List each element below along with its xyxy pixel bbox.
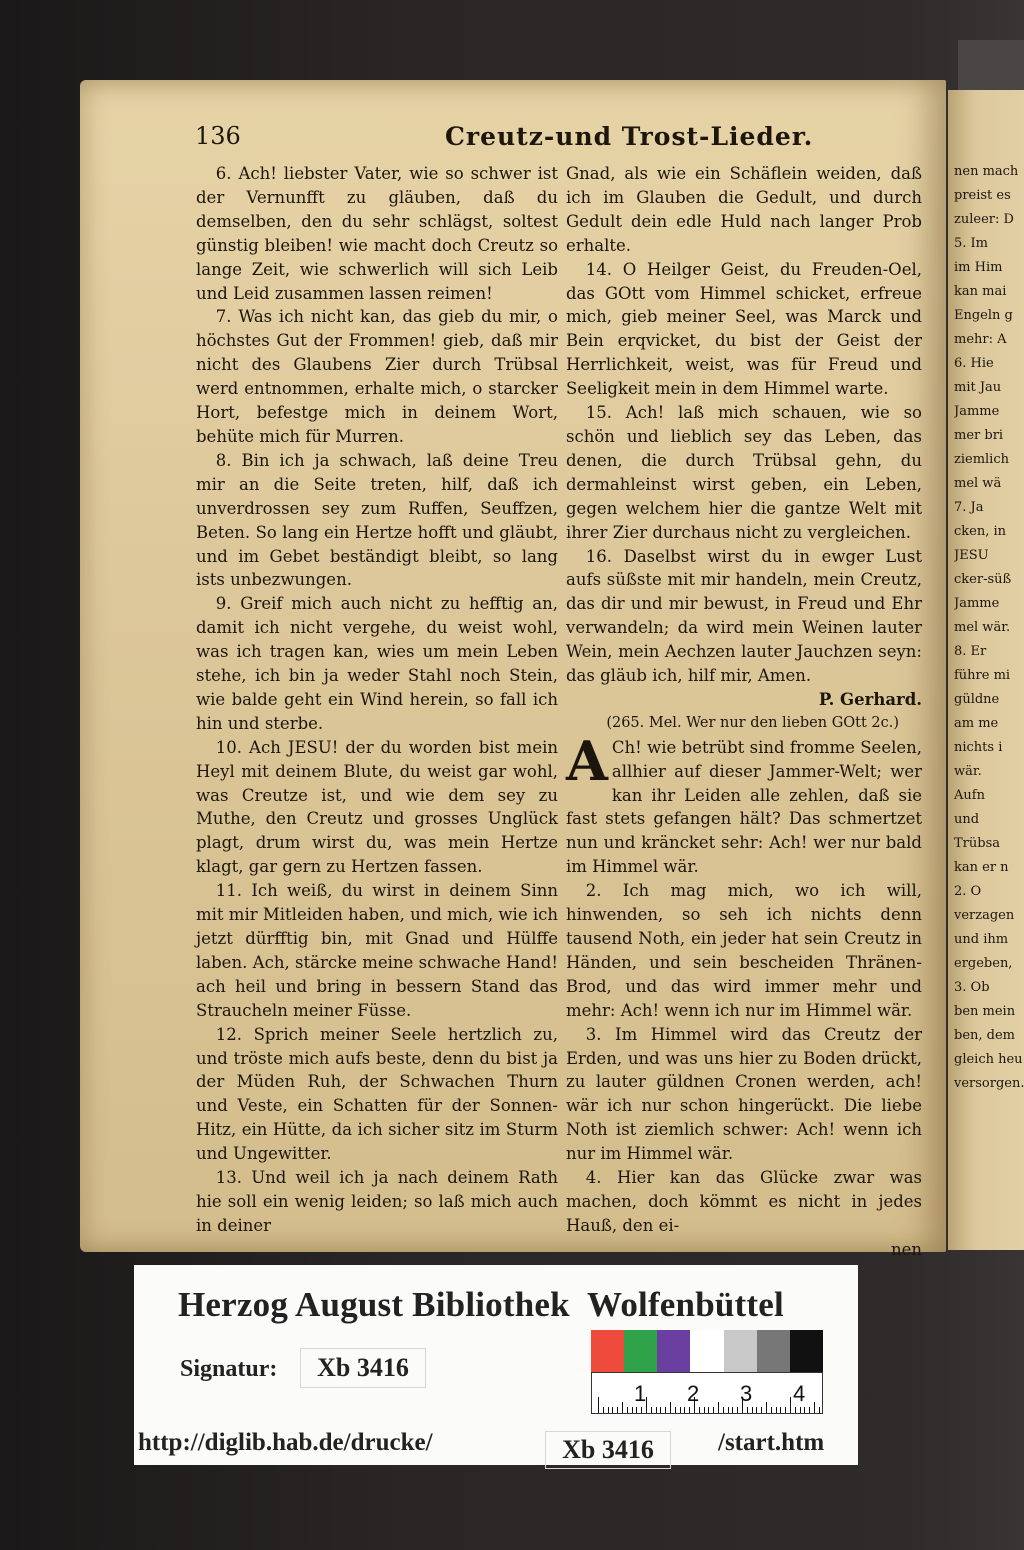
- fragment-line: ben, dem: [954, 1028, 1015, 1043]
- scale-tick: [603, 1407, 604, 1413]
- scale-tick: [689, 1407, 690, 1413]
- fragment-line: versorgen.: [954, 1076, 1024, 1091]
- fragment-line: zuleer: D: [954, 212, 1014, 227]
- scale-tick: [785, 1407, 786, 1413]
- scale-tick: [756, 1407, 757, 1413]
- color-swatch: [591, 1330, 624, 1372]
- color-swatch: [624, 1330, 657, 1372]
- scale-tick: [660, 1407, 661, 1413]
- running-title: Creutz-und Trost-Lieder.: [445, 122, 814, 151]
- verse: 12. Sprich meiner Seele hertzlich zu, und tröste mich aufs beste, denn du bist ja der Müden Ruh, der Schwachen Thurn und Veste, ein Schatten für der Sonnen-Hitz, ein Hütte, da ich sicher sitz im Sturm und Ungewitter.: [196, 1024, 558, 1164]
- fragment-line: führe mi: [954, 668, 1011, 683]
- fragment-line: ergeben,: [954, 956, 1013, 971]
- fragment-line: preist es: [954, 188, 1011, 203]
- signature-value: Xb 3416: [300, 1348, 426, 1388]
- fragment-line: am me: [954, 716, 999, 731]
- verse: 14. O Heilger Geist, du Freuden-Oel, das GOtt vom Himmel schicket, erfreue mich, gieb meiner Seel, was Marck und Bein erqvicket, du bist der Geist der Herrlichkeit, weist, was für Freud und Seeligkeit mein in dem Himmel warte.: [566, 259, 922, 399]
- fragment-line: wär.: [954, 764, 982, 779]
- fragment-line: 5. Im: [954, 236, 988, 251]
- fragment-line: 7. Ja: [954, 500, 984, 515]
- fragment-line: gleich heu: [954, 1052, 1023, 1067]
- verse: 3. Im Himmel wird das Creutz der Erden, und was uns hier zu Boden drückt, zu lauter güldnen Cronen werden, ach! wär ich nur schon hingerückt. Die liebe Noth ist ziemlich schwer: Ach! wenn ich nur im Himmel wär.: [566, 1024, 922, 1164]
- scale-tick: [804, 1407, 805, 1413]
- fragment-line: und: [954, 812, 980, 827]
- url-start: http://diglib.hab.de/drucke/: [138, 1429, 433, 1456]
- verse: 11. Ich weiß, du wirst in deinem Sinn mit mir Mitleiden haben, und mich, wie ich jetzt dürfftig bin, mit Gnad und Hülffe laben. Ach, stärcke meine schwache Hand! ach heil und bring in bessern Stand das Straucheln meiner Füsse.: [196, 881, 558, 1020]
- scale-tick: [641, 1407, 642, 1413]
- scale-tick: [598, 1397, 599, 1413]
- left-column: [196, 162, 558, 1238]
- scale-tick: [795, 1407, 796, 1413]
- scale-tick: [675, 1407, 676, 1413]
- scale-tick: [771, 1407, 772, 1413]
- verse: 6. Ach! liebster Vater, wie so schwer ist der Vernunfft zu gläuben, daß du demselben, den du sehr schlägst, soltest günstig bleiben! wie macht doch Creutz so lange Zeit, wie schwerlich will sich Leib und Leid zusammen lassen reimen!: [196, 164, 558, 303]
- scale-tick: [728, 1407, 729, 1413]
- fragment-line: mer bri: [954, 428, 1004, 443]
- catchword: nen: [890, 1239, 922, 1259]
- scale-tick: [761, 1407, 762, 1413]
- fragment-line: kan mai: [954, 284, 1007, 299]
- scale-tick: [713, 1407, 714, 1413]
- fragment-line: kan er n: [954, 860, 1009, 875]
- fragment-line: Engeln g: [954, 308, 1013, 323]
- scale-tick: [814, 1402, 815, 1413]
- signature-label: Signatur:: [180, 1356, 278, 1382]
- fragment-line: Jamme: [954, 596, 1000, 611]
- scale-tick: [651, 1407, 652, 1413]
- scale-tick: [680, 1407, 681, 1413]
- scale-tick: [612, 1407, 613, 1413]
- scale-tick: [622, 1402, 623, 1413]
- page-header: [195, 118, 920, 154]
- institution-name: Herzog August Bibliothek Wolfenbüttel: [178, 1285, 784, 1324]
- scale-tick: [684, 1407, 685, 1413]
- fragment-line: verzagen: [954, 908, 1015, 923]
- scale-number: 2: [687, 1381, 700, 1406]
- scale-tick: [723, 1407, 724, 1413]
- color-calibration-bar: [591, 1330, 823, 1372]
- fragment-line: nen mach: [954, 164, 1019, 179]
- scale-tick: [627, 1407, 628, 1413]
- scale-number: 1: [634, 1381, 647, 1406]
- fragment-line: cken, in: [954, 524, 1007, 539]
- verse: 2. Ich mag mich, wo ich will, hinwenden, so seh ich nichts denn tausend Noth, ein jeder hat sein Creutz in Händen, und sein bescheiden Thränen-Brod, und das wird immer mehr und mehr: Ach! wenn ich nur im Himmel wär.: [566, 881, 922, 1020]
- fragment-line: Trübsa: [954, 836, 1001, 851]
- fragment-line: ziemlich: [954, 452, 1009, 467]
- fragment-line: Aufn: [954, 788, 985, 803]
- scale-tick: [790, 1397, 791, 1413]
- fragment-line: mel wä: [954, 476, 1002, 491]
- scale-tick: [819, 1407, 820, 1413]
- fragment-line: 6. Hie: [954, 356, 994, 371]
- fragment-line: nichts i: [954, 740, 1003, 755]
- scale-number: 3: [740, 1381, 753, 1406]
- scale-tick: [708, 1407, 709, 1413]
- scale-tick: [670, 1402, 671, 1413]
- scale-tick: [665, 1407, 666, 1413]
- verse: 7. Was ich nicht kan, das gieb du mir, o höchstes Gut der Frommen! gieb, daß mir nicht des Glaubens Zier durch Trübsal werd entnommen, erhalte mich, o starcker Hort, befestge mich in deinem Wort, behüte mich für Murren.: [196, 307, 558, 446]
- scale-tick: [656, 1407, 657, 1413]
- fragment-line: 8. Er: [954, 644, 987, 659]
- fragment-line: mel wär.: [954, 620, 1011, 635]
- fragment-line: cker-süß: [954, 572, 1012, 587]
- verse: [566, 728, 922, 879]
- scale-tick: [608, 1407, 609, 1413]
- verse: 9. Greif mich auch nicht zu hefftig an, damit ich nicht vergehe, du weist wohl, was ich tragen kan, wies um mein Leben stehe, ich bin ja weder Stahl noch Stein, wie balde geht ein Wind herein, so fall ich hin und sterbe.: [196, 594, 558, 733]
- next-page-text-fragments: [954, 160, 1024, 1096]
- scale-tick: [632, 1407, 633, 1413]
- color-swatch: [757, 1330, 790, 1372]
- scale-tick: [776, 1407, 777, 1413]
- scale-tick: [747, 1407, 748, 1413]
- color-swatch: [724, 1330, 757, 1372]
- verse: 15. Ach! laß mich schauen, wie so schön und lieblich sey das Leben, das denen, die durch Trübsal gehn, du dermahleinst wirst geben, ein Leben, gegen welchem hier die gantze Welt mit ihrer Zier durchaus nicht zu vergleichen.: [566, 403, 922, 542]
- scale-tick: [718, 1402, 719, 1413]
- verse: 13. Und weil ich ja nach deinem Rath hie soll ein wenig leiden; so laß mich auch in deiner: [196, 1168, 558, 1235]
- scale-tick: [737, 1407, 738, 1413]
- scale-tick: [809, 1407, 810, 1413]
- fragment-line: 2. O: [954, 884, 982, 899]
- scale-tick: [617, 1407, 618, 1413]
- fragment-line: JESU: [954, 548, 989, 563]
- scale-tick: [780, 1407, 781, 1413]
- drop-capital: A: [566, 728, 608, 793]
- scale-tick: [732, 1407, 733, 1413]
- scale-tick: [752, 1407, 753, 1413]
- measurement-scale: [591, 1372, 823, 1414]
- verse-text: Ch! wie betrübt sind fromme Seelen, allhier auf dieser Jammer-Welt; wer kan ihr Leiden alle zehlen, daß sie fast stets gefangen hält? Das schmertzet nun und kräncket sehr: Ach! wer nur bald im Himmel wär.: [566, 737, 922, 877]
- color-swatch: [690, 1330, 723, 1372]
- fragment-line: 3. Ob: [954, 980, 990, 995]
- scale-tick: [704, 1407, 705, 1413]
- verse: Gnad, als wie ein Schäflein weiden, daß ich im Glauben die Gedult, und durch Gedult dein edle Huld nach langer Prob erhalte.: [566, 164, 922, 255]
- right-column: [566, 162, 922, 1262]
- melody-heading: (265. Mel. Wer nur den lieben GOtt 2c.): [606, 714, 900, 731]
- verse: 16. Daselbst wirst du in ewger Lust aufs süßste mit mir handeln, mein Creutz, das dir und mir bewust, in Freud und Ehr verwandeln; da wird mein Weinen lauter Wein, mein Aechzen lauter Jauchzen seyn: das gläub ich, hilf mir, Amen.: [566, 546, 922, 686]
- hymn-author: P. Gerhard.: [818, 689, 922, 709]
- fragment-line: güldne: [954, 692, 1000, 707]
- fragment-line: mit Jau: [954, 380, 1002, 395]
- url-signature: Xb 3416: [545, 1431, 671, 1469]
- scale-tick: [636, 1407, 637, 1413]
- verse: 4. Hier kan das Glücke zwar was machen, doch kömmt es nicht in jedes Hauß, den ei-: [566, 1168, 922, 1235]
- verse: 10. Ach JESU! der du worden bist mein Heyl mit deinem Blute, du weist gar wohl, was Creutze ist, und wie dem sey zu Muthe, den Creutz und grosses Unglück plagt, drum wirst du, was mein Hertze klagt, gar gern zu Hertzen fassen.: [196, 737, 558, 877]
- fragment-line: ben mein: [954, 1004, 1016, 1019]
- scale-tick: [800, 1407, 801, 1413]
- color-swatch: [790, 1330, 823, 1372]
- url-end: /start.htm: [718, 1429, 825, 1456]
- scale-number: 4: [793, 1381, 806, 1406]
- fragment-line: Jamme: [954, 404, 1000, 419]
- page-number: 136: [195, 122, 241, 150]
- scale-tick: [699, 1407, 700, 1413]
- color-swatch: [657, 1330, 690, 1372]
- verse: 8. Bin ich ja schwach, laß deine Treu mir an die Seite treten, hilf, daß ich unverdrossen sey zum Ruffen, Seuffzen, Beten. So lang ein Hertze hofft und gläubt, und im Gebet beständigt bleibt, so lang ists unbezwungen.: [196, 450, 558, 590]
- fragment-line: mehr: A: [954, 332, 1007, 347]
- fragment-line: im Him: [954, 260, 1003, 275]
- scale-tick: [766, 1402, 767, 1413]
- fragment-line: und ihm: [954, 932, 1009, 947]
